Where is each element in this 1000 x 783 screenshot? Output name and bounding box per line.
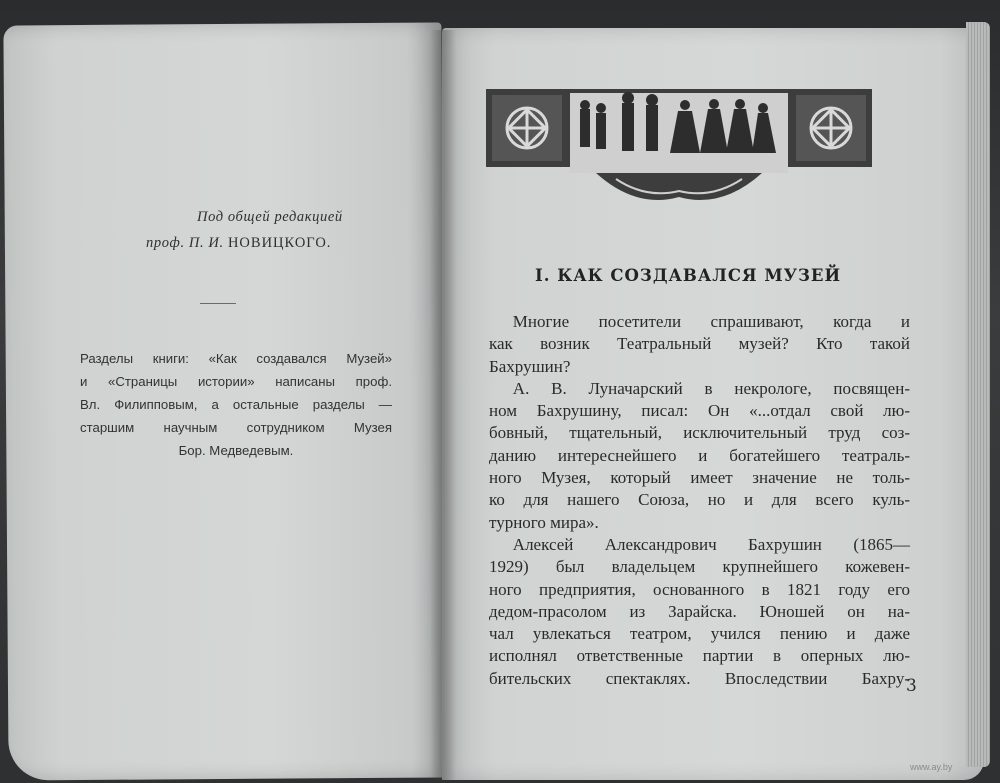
editor-line-1: Под общей редакцией [197, 209, 343, 225]
page-number: 3 [906, 676, 917, 696]
credits-line: и «Страницы истории» написаны проф. [80, 374, 392, 389]
divider-line [200, 303, 236, 304]
credits-line: Бор. Медведевым. [178, 443, 294, 458]
body-line: Алексей Александрович Бахрушин (1865— [512, 534, 910, 554]
body-line: бовный, тщательный, исключительный труд соз- [489, 423, 910, 443]
authorship-credits [80, 347, 392, 462]
page-edges [966, 22, 990, 767]
header-ornament-illustration [486, 87, 872, 212]
body-line: данию интереснейшего и богатейшего театраль- [489, 445, 910, 465]
credits-line: Вл. Филипповым, а остальные разделы — [80, 397, 392, 412]
body-line: ного предприятия, основанного в 1821 году его [489, 579, 910, 599]
body-line: ном Бахрушину, писал: Он «...отдал свой лю- [489, 401, 910, 421]
editor-line-2 [146, 235, 331, 252]
body-line: Многие посетители спрашивают, когда и [512, 312, 910, 331]
body-line: исполнял ответственные партии в оперных лю- [489, 646, 910, 666]
body-line: А. В. Луначарский в некрологе, посвящен- [512, 378, 910, 398]
chapter-heading: I. КАК СОЗДАВАЛСЯ МУЗЕЙ [535, 266, 842, 285]
body-line: ного Музея, который имеет значение не толь- [489, 468, 910, 488]
chapter-body [489, 311, 910, 690]
body-line: как возник Театральный музей? Кто такой [489, 334, 910, 354]
body-line: чал увлекаться театром, учился пению и даже [489, 624, 910, 644]
credits-line: старшим научным сотрудником Музея [80, 420, 392, 435]
body-line: бительских спектаклях. Впоследствии Бахру- [489, 668, 910, 688]
body-line: Бахрушин? [489, 356, 571, 376]
body-line: ко для нашего Союза, но и для всего куль- [489, 490, 910, 510]
editor-name: НОВИЦКОГО. [227, 235, 332, 251]
body-line: турного мира». [489, 512, 599, 532]
credits-line: Разделы книги: «Как создавался Музей» [80, 351, 392, 366]
body-line: дедом-прасолом из Зарайска. Юношей он на- [489, 601, 910, 621]
site-watermark: www.ay.by [910, 762, 953, 772]
body-line: 1929) был владельцем крупнейшего кожевен- [489, 557, 910, 577]
editor-prefix: проф. П. И. [146, 235, 224, 251]
book-gutter [430, 30, 456, 780]
